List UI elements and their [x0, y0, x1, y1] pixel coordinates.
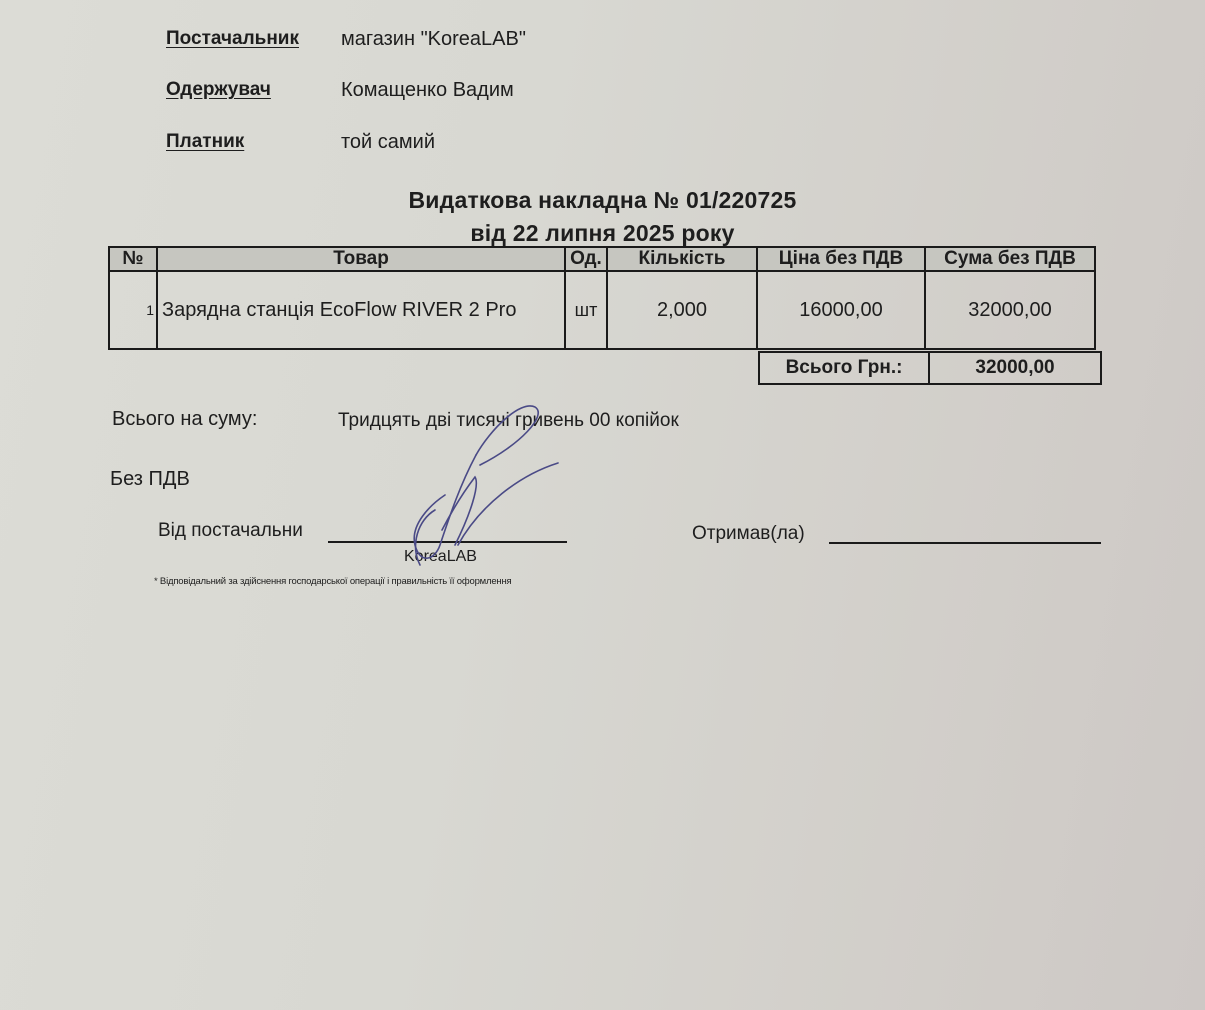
- col-number: №: [109, 247, 157, 271]
- col-unit: Од.: [565, 247, 607, 271]
- total-label: Всього Грн.:: [759, 352, 929, 384]
- table-row: [109, 271, 1095, 349]
- vat-note: Без ПДВ: [110, 468, 190, 490]
- sum-label: Всього на суму:: [112, 408, 258, 430]
- payer-label: Платник: [166, 131, 245, 152]
- col-quantity: Кількість: [607, 247, 757, 271]
- supplier-name: KoreaLAB: [404, 548, 477, 565]
- col-product: Товар: [157, 247, 565, 271]
- row-number: 1: [109, 271, 157, 349]
- recipient-value: Комащенко Вадим: [341, 79, 514, 101]
- row-quantity: 2,000: [607, 271, 757, 349]
- document-title: Видаткова накладна № 01/220725: [408, 187, 797, 213]
- receiver-signature-label: Отримав(ла): [692, 523, 805, 544]
- row-product: Зарядна станція EcoFlow RIVER 2 Pro: [157, 271, 565, 349]
- row-sum: 32000,00: [925, 271, 1095, 349]
- sum-in-words: Тридцять дві тисячі гривень 00 копійок: [338, 410, 679, 431]
- col-price: Ціна без ПДВ: [757, 247, 925, 271]
- col-sum: Сума без ПДВ: [925, 247, 1095, 271]
- total-value: 32000,00: [929, 352, 1101, 384]
- supplier-label: Постачальник: [166, 28, 299, 49]
- footnote: * Відповідальний за здійснення господарської операції і правильність її оформлення: [154, 576, 512, 587]
- recipient-label: Одержувач: [166, 79, 271, 100]
- supplier-signature-label: Від постачальни: [158, 520, 303, 541]
- items-table: [108, 246, 1096, 350]
- supplier-value: магазин "KoreaLAB": [341, 28, 526, 50]
- row-unit: шт: [565, 271, 607, 349]
- payer-value: той самий: [341, 131, 436, 153]
- table-header-row: [109, 247, 1095, 271]
- handwritten-signature-icon: [380, 395, 580, 575]
- row-price: 16000,00: [757, 271, 925, 349]
- document-date: від 22 липня 2025 року: [470, 220, 735, 246]
- totals-table: [758, 351, 1102, 385]
- receiver-signature-line: [829, 542, 1101, 544]
